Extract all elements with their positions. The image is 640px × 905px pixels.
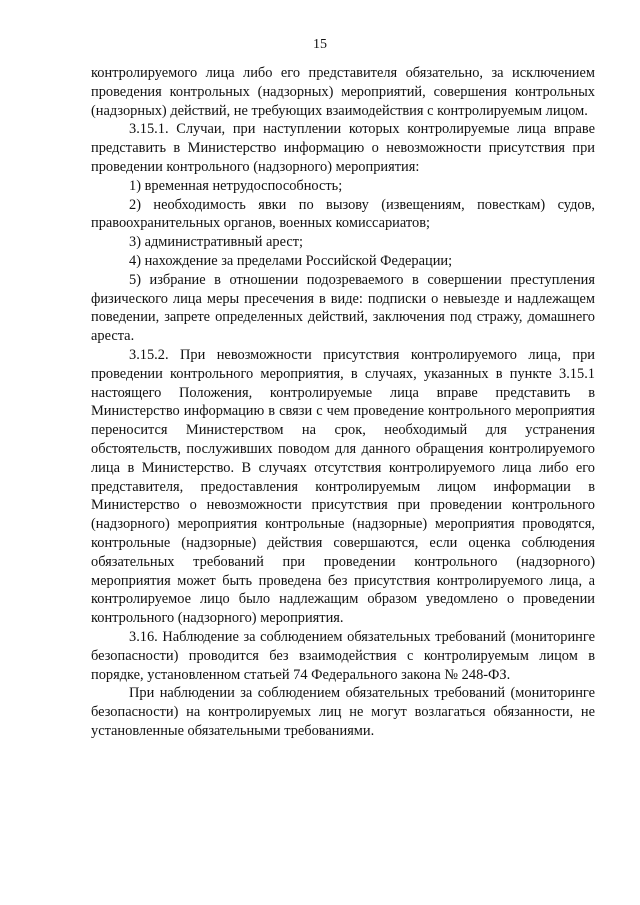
paragraph-monitoring-obligations: При наблюдении за соблюдением обязательных требований (мониторинге безопасности) на контролируемых лиц не могут возлагаться обязанности, не установленные обязательными требованиями. [91,685,595,739]
document-body [91,64,595,741]
paragraph-3-15-2: 3.15.2. При невозможности присутствия контролируемого лица, при проведении контрольного мероприятия, в случаях, указанных в пункте 3.15.1 настоящего Положения, контролируемые лица вправе представить в Министерство информацию в связи с чем проведение контрольного мероприятия переносится Министерством на срок, необходимый для устранения обстоятельств, послуживших поводом для данного обращения контролируемого лица в Министерство. В случаях отсутствия контролируемого лица либо его представителя, предоставления контролируемым лицом информации в Министерство о невозможности присутствия при проведении контрольного (надзорного) мероприятия контрольные (надзорные) мероприятия проводятся, контрольные (надзорные) действия совершаются, если оценка соблюдения обязательных требований при проведении контрольного (надзорного) мероприятия может быть проведена без присутствия контролируемого лица, а контролируемое лицо было надлежащим образом уведомлено о проведении контрольного (надзорного) мероприятия. [91,346,595,627]
page-number: 15 [313,37,327,52]
paragraph-3-15-1: 3.15.1. Случаи, при наступлении которых контролируемые лица вправе представить в Министерство информацию о невозможности присутствия при проведении контрольного (надзорного) мероприятия: [91,121,595,175]
paragraph-3-16: 3.16. Наблюдение за соблюдением обязательных требований (мониторинге безопасности) проводится без взаимодействия с контролируемым лицом в порядке, установленном статьей 74 Федерального закона № 248-ФЗ. [91,628,595,683]
list-item-3: 3) административный арест; [129,234,304,251]
list-item-1: 1) временная нетрудоспособность; [129,177,343,194]
paragraph-continuation: контролируемого лица либо его представителя обязательно, за исключением проведения контрольных (надзорных) мероприятий, совершения контрольных (надзорных) действий, не требующих взаимодействия с контролируемым лицом. [91,65,595,119]
list-item-5: 5) избрание в отношении подозреваемого в совершении преступления физического лица меры пресечения в виде: подписки о невыезде и надлежащем поведении, запрете определенных действий, заключения под стражу, домашнего ареста. [91,271,595,345]
list-item-2: 2) необходимость явки по вызову (извещениям, повесткам) судов, правоохранительных органов, военных комиссариатов; [91,196,595,232]
list-item-4: 4) нахождение за пределами Российской Федерации; [129,252,453,269]
